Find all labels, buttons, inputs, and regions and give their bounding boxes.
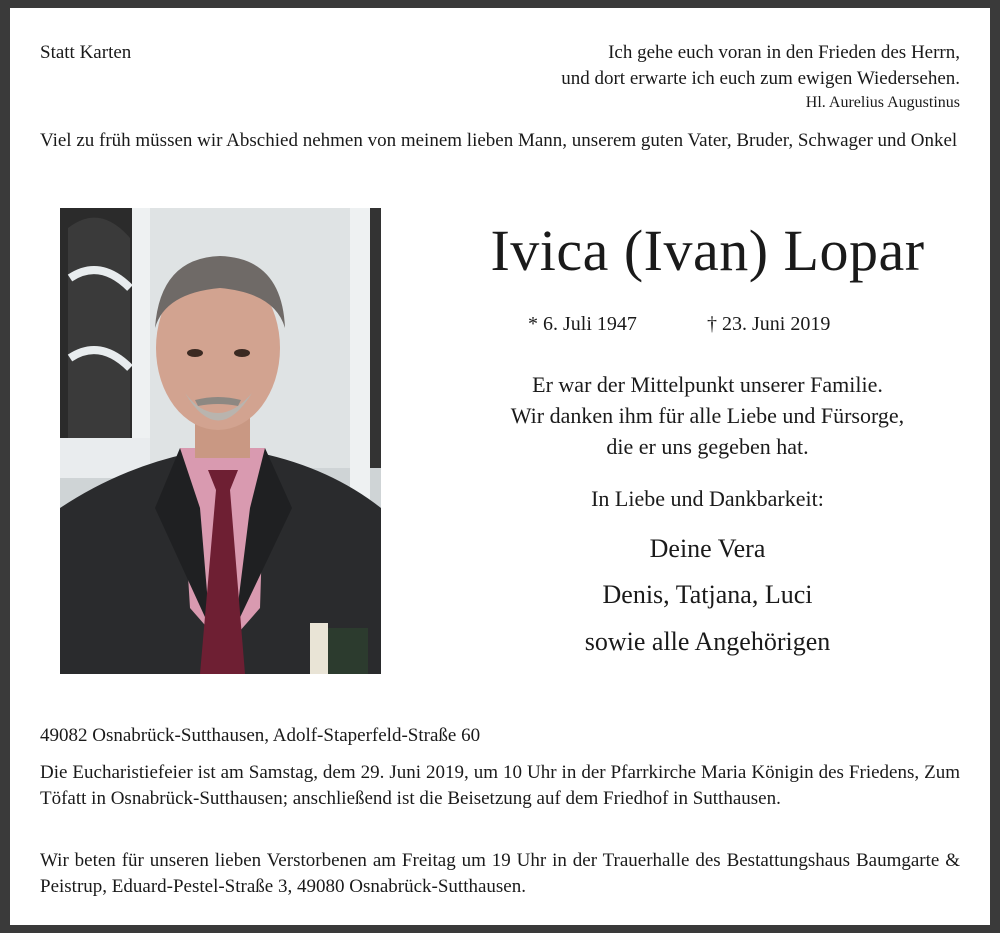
prayer-details: Wir beten für unseren lieben Verstorbenen am Freitag um 19 Uhr in der Trauerhalle des Bestattungshaus Baumgarte & Peistrup, Eduard-Pestel-Straße 3, 49080 Osnabrück-Sutthausen. [40, 850, 960, 897]
statt-karten: Statt Karten [40, 42, 132, 63]
birth-date: * 6. Juli 1947 [528, 313, 637, 335]
intro-text: Viel zu früh müssen wir Abschied nehmen von meinem lieben Mann, unserem guten Vater, Bruder, Schwager und Onkel [40, 130, 958, 151]
family-line: sowie alle Angehörigen [584, 627, 831, 656]
deceased-name: Ivica (Ivan) Lopar [490, 218, 925, 283]
gratitude-line: In Liebe und Dankbarkeit: [591, 486, 824, 511]
tribute-line: Wir danken ihm für alle Liebe und Fürsorge, [510, 403, 905, 428]
portrait-photo [60, 208, 381, 674]
tribute-line: Er war der Mittelpunkt unserer Familie. [532, 372, 883, 397]
tribute-text [395, 369, 1000, 462]
family-line: Deine Vera [649, 534, 766, 563]
service-details: Die Eucharistiefeier ist am Samstag, dem 29. Juni 2019, um 10 Uhr in der Pfarrkirche Maria Königin des Friedens, Zum Töfatt in Osnabrück-Sutthausen; anschließend ist die Beisetzung auf dem Friedhof in Sutthausen. [40, 762, 960, 809]
tribute-line: die er uns gegeben hat. [606, 434, 809, 459]
quote-block [561, 40, 960, 114]
portrait-illustration [60, 208, 381, 674]
family-line: Denis, Tatjana, Luci [602, 580, 813, 609]
quote-source: Hl. Aurelius Augustinus [805, 94, 960, 111]
death-date: † 23. Juni 2019 [707, 313, 831, 335]
obituary-notice [10, 8, 990, 925]
quote-line: und dort erwarte ich euch zum ewigen Wiedersehen. [561, 68, 960, 89]
quote-line: Ich gehe euch voran in den Frieden des Herrn, [608, 42, 960, 63]
family-address: 49082 Osnabrück-Sutthausen, Adolf-Staperfeld-Straße 60 [40, 725, 481, 746]
